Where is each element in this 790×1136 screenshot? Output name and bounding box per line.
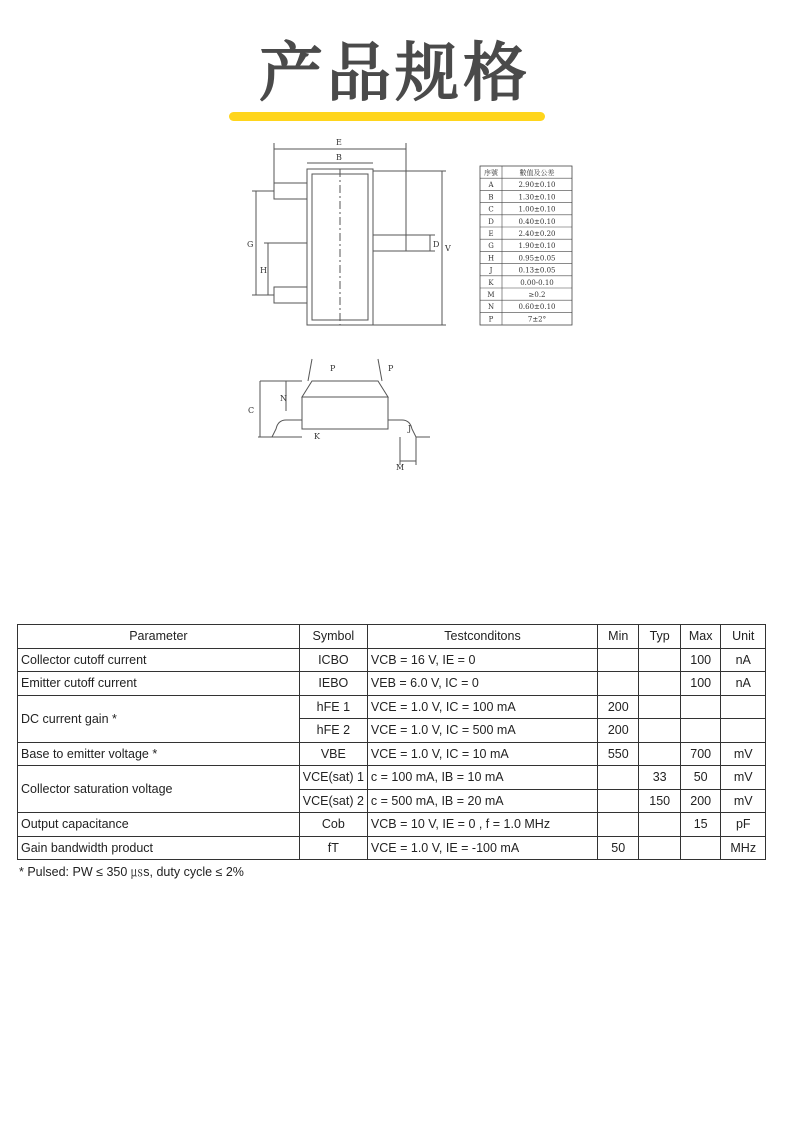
dim-row-symbol: G bbox=[488, 242, 494, 251]
test-cell: VCB = 16 V, IE = 0 bbox=[367, 648, 597, 672]
typ-cell bbox=[639, 695, 680, 719]
param-cell: Emitter cutoff current bbox=[18, 672, 300, 696]
unit-cell: pF bbox=[721, 813, 766, 837]
table-row bbox=[18, 648, 766, 672]
typ-cell bbox=[639, 836, 680, 860]
dim-row-value: 1.90±0.10 bbox=[518, 242, 556, 251]
col-header-typ: Typ bbox=[639, 625, 680, 649]
col-header-min: Min bbox=[598, 625, 639, 649]
max-cell: 700 bbox=[680, 742, 721, 766]
dim-row-symbol: A bbox=[488, 181, 494, 190]
col-header-test: Testconditons bbox=[367, 625, 597, 649]
test-cell: VEB = 6.0 V, IC = 0 bbox=[367, 672, 597, 696]
dim-label-h: H bbox=[260, 266, 267, 275]
col-header-unit: Unit bbox=[721, 625, 766, 649]
symbol-cell: VBE bbox=[299, 742, 367, 766]
max-cell: 200 bbox=[680, 789, 721, 813]
typ-cell bbox=[639, 672, 680, 696]
dim-label-m: M bbox=[396, 463, 405, 472]
symbol-cell: fT bbox=[299, 836, 367, 860]
min-cell: 200 bbox=[598, 719, 639, 743]
table-row bbox=[18, 672, 766, 696]
dim-row-value: ≥0.2 bbox=[528, 291, 546, 299]
param-cell: Collector cutoff current bbox=[18, 648, 300, 672]
symbol-cell: ICBO bbox=[299, 648, 367, 672]
dim-row-symbol: B bbox=[488, 193, 494, 202]
min-cell bbox=[598, 766, 639, 790]
lead-right bbox=[373, 235, 406, 251]
dim-label-g: G bbox=[247, 240, 254, 249]
max-cell: 50 bbox=[680, 766, 721, 790]
dim-label-p-left: P bbox=[330, 364, 336, 373]
min-cell: 50 bbox=[598, 836, 639, 860]
test-cell: VCB = 10 V, IE = 0 , f = 1.0 MHz bbox=[367, 813, 597, 837]
dim-label-c: C bbox=[248, 406, 255, 415]
dim-label-k: K bbox=[314, 432, 320, 441]
max-cell: 100 bbox=[680, 672, 721, 696]
typ-cell: 33 bbox=[639, 766, 680, 790]
param-cell: Collector saturation voltage bbox=[18, 766, 300, 813]
max-cell bbox=[680, 836, 721, 860]
col-header-parameter: Parameter bbox=[18, 625, 300, 649]
typ-cell bbox=[639, 648, 680, 672]
col-header-max: Max bbox=[680, 625, 721, 649]
table-row bbox=[18, 742, 766, 766]
table-row bbox=[18, 695, 766, 719]
lead-left-bottom bbox=[274, 287, 307, 303]
dim-row-value: 0.95±0.05 bbox=[518, 254, 556, 263]
dim-row-symbol: D bbox=[488, 217, 494, 226]
spec-table bbox=[17, 624, 766, 860]
typ-cell: 150 bbox=[639, 789, 680, 813]
dimension-table bbox=[480, 166, 572, 325]
unit-cell: nA bbox=[721, 672, 766, 696]
unit-cell: nA bbox=[721, 648, 766, 672]
test-cell: VCE = 1.0 V, IC = 10 mA bbox=[367, 742, 597, 766]
dim-row-value: 0.00-0.10 bbox=[520, 278, 554, 287]
min-cell bbox=[598, 648, 639, 672]
test-cell: VCE = 1.0 V, IE = -100 mA bbox=[367, 836, 597, 860]
dim-row-symbol: K bbox=[488, 278, 494, 287]
min-cell bbox=[598, 672, 639, 696]
symbol-cell: Cob bbox=[299, 813, 367, 837]
dim-label-v: V bbox=[445, 244, 451, 253]
symbol-cell: VCE(sat) 2 bbox=[299, 789, 367, 813]
dim-label-e: E bbox=[336, 138, 342, 147]
dim-row-symbol: H bbox=[487, 254, 495, 263]
param-cell: Gain bandwidth product bbox=[18, 836, 300, 860]
side-view-body bbox=[302, 397, 388, 429]
dim-label-n: N bbox=[280, 394, 287, 403]
min-cell: 550 bbox=[598, 742, 639, 766]
dim-label-j: J bbox=[408, 424, 412, 433]
dim-row-value: 2.40±0.20 bbox=[518, 230, 556, 238]
dim-row-symbol: M bbox=[487, 291, 495, 299]
spec-table-header-row bbox=[18, 625, 766, 649]
unit-cell: mV bbox=[721, 766, 766, 790]
dim-row-value: 0.13±0.05 bbox=[518, 266, 556, 275]
max-cell: 15 bbox=[680, 813, 721, 837]
symbol-cell: IEBO bbox=[299, 672, 367, 696]
test-cell: c = 100 mA, IB = 10 mA bbox=[367, 766, 597, 790]
dim-header-value: 數值及公差 bbox=[519, 169, 555, 177]
symbol-cell: VCE(sat) 1 bbox=[299, 766, 367, 790]
dim-label-p-right: P bbox=[388, 364, 394, 373]
max-cell bbox=[680, 719, 721, 743]
package-outline-drawing bbox=[240, 135, 580, 475]
max-cell bbox=[680, 695, 721, 719]
table-row bbox=[18, 813, 766, 837]
table-row bbox=[18, 766, 766, 790]
dim-row-value: 1.00±0.10 bbox=[518, 205, 556, 214]
test-cell: VCE = 1.0 V, IC = 500 mA bbox=[367, 719, 597, 743]
typ-cell bbox=[639, 813, 680, 837]
col-header-symbol: Symbol bbox=[299, 625, 367, 649]
dim-row-symbol: N bbox=[487, 303, 495, 312]
dim-row-value: 0.40±0.10 bbox=[518, 217, 556, 226]
side-view-top bbox=[302, 381, 388, 397]
dim-row-symbol: C bbox=[488, 205, 494, 214]
typ-cell bbox=[639, 742, 680, 766]
dim-label-d: D bbox=[433, 240, 440, 249]
max-cell: 100 bbox=[680, 648, 721, 672]
unit-cell bbox=[721, 695, 766, 719]
table-footnote: * Pulsed: PW ≤ 350 ㎲s, duty cycle ≤ 2% bbox=[19, 865, 244, 879]
unit-cell: mV bbox=[721, 789, 766, 813]
dim-row-value: 7±2° bbox=[527, 315, 547, 324]
unit-cell bbox=[721, 719, 766, 743]
test-cell: VCE = 1.0 V, IC = 100 mA bbox=[367, 695, 597, 719]
symbol-cell: hFE 2 bbox=[299, 719, 367, 743]
min-cell: 200 bbox=[598, 695, 639, 719]
page-title: 产品规格 bbox=[259, 37, 531, 111]
min-cell bbox=[598, 813, 639, 837]
param-cell: DC current gain * bbox=[18, 695, 300, 742]
unit-cell: mV bbox=[721, 742, 766, 766]
param-cell: Output capacitance bbox=[18, 813, 300, 837]
title-underline bbox=[229, 112, 545, 121]
dim-row-symbol: J bbox=[489, 266, 493, 275]
min-cell bbox=[598, 789, 639, 813]
dim-label-b: B bbox=[336, 153, 342, 162]
test-cell: c = 500 mA, IB = 20 mA bbox=[367, 789, 597, 813]
table-row bbox=[18, 836, 766, 860]
dim-row-value: 2.90±0.10 bbox=[518, 181, 556, 190]
dim-row-symbol: E bbox=[488, 230, 494, 238]
dim-row-symbol: P bbox=[488, 315, 494, 324]
typ-cell bbox=[639, 719, 680, 743]
symbol-cell: hFE 1 bbox=[299, 695, 367, 719]
dim-row-value: 1.30±0.10 bbox=[518, 193, 556, 202]
dim-header-index: 序號 bbox=[484, 169, 498, 177]
param-cell: Base to emitter voltage * bbox=[18, 742, 300, 766]
dim-row-value: 0.60±0.10 bbox=[518, 303, 556, 312]
unit-cell: MHz bbox=[721, 836, 766, 860]
lead-left-top bbox=[274, 183, 307, 199]
